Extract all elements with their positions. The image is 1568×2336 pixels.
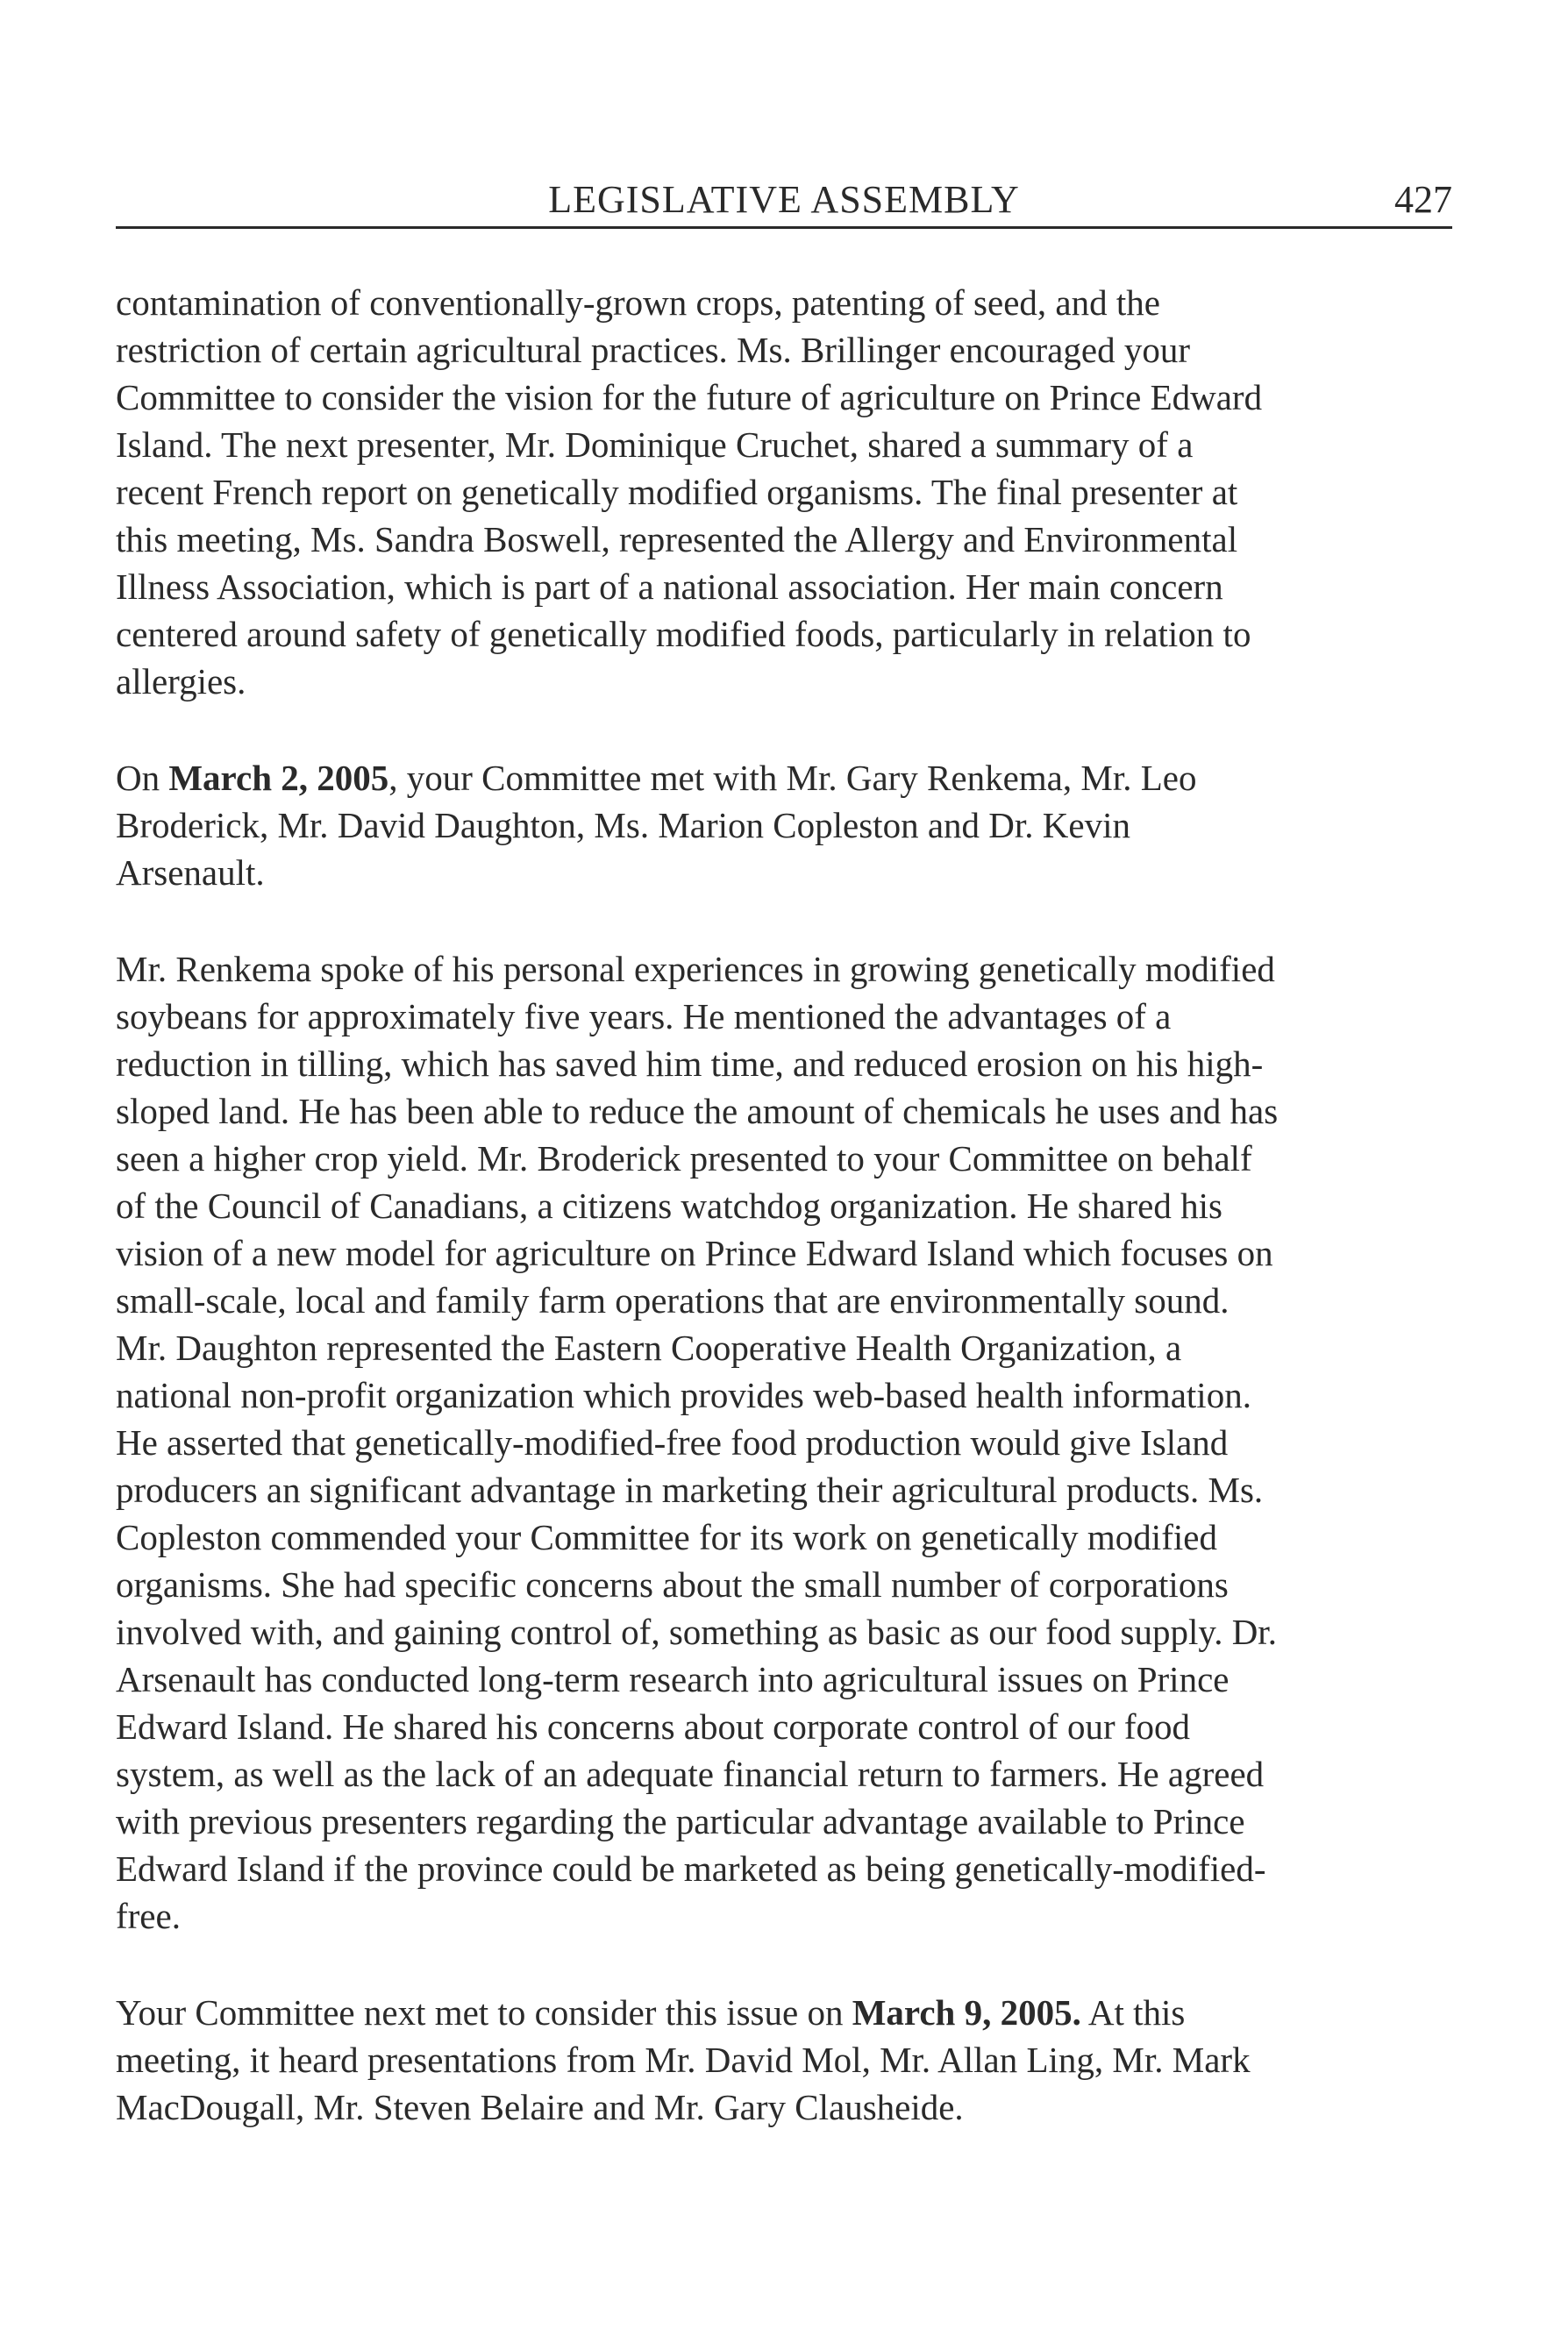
text-line: system, as well as the lack of an adequate financial return to farmers. He agreed <box>116 1754 1265 1794</box>
text-line: allergies. <box>116 661 246 702</box>
running-header <box>116 175 1452 228</box>
paragraph-2 <box>116 754 1449 896</box>
text-line: national non-profit organization which provides web-based health information. <box>116 1375 1251 1415</box>
text-line: soybeans for approximately five years. He mentioned the advantages of a <box>116 996 1172 1036</box>
text-line: Arsenault. <box>116 852 265 893</box>
paragraph-3 <box>116 945 1449 1940</box>
text-line: producers an significant advantage in marketing their agricultural products. Ms. <box>116 1470 1264 1510</box>
paragraph-1 <box>116 279 1449 705</box>
text-line: meeting, it heard presentations from Mr. David Mol, Mr. Allan Ling, Mr. Mark <box>116 2040 1251 2080</box>
text-line: centered around safety of genetically modified foods, particularly in relation to <box>116 614 1251 654</box>
text-line: Committee to consider the vision for the future of agriculture on Prince Edward <box>116 377 1263 417</box>
text-line: He asserted that genetically-modified-free food production would give Island <box>116 1422 1229 1463</box>
text-line: organisms. She had specific concerns about the small number of corporations <box>116 1564 1229 1605</box>
page-number: 427 <box>1394 178 1452 221</box>
text-line: MacDougall, Mr. Steven Belaire and Mr. Gary Clausheide. <box>116 2087 964 2127</box>
meeting-date: March 9, 2005. <box>852 1992 1081 2033</box>
text-line: Edward Island if the province could be marketed as being genetically-modified- <box>116 1848 1266 1889</box>
text-line: Mr. Daughton represented the Eastern Cooperative Health Organization, a <box>116 1328 1182 1368</box>
text-line: of the Council of Canadians, a citizens watchdog organization. He shared his <box>116 1186 1222 1226</box>
text-line: sloped land. He has been able to reduce the amount of chemicals he uses and has <box>116 1091 1279 1131</box>
text-line: On March 2, 2005, your Committee met with Mr. Gary Renkema, Mr. Leo <box>116 758 1197 798</box>
meeting-date: March 2, 2005 <box>168 758 389 798</box>
text-line: Edward Island. He shared his concerns about corporate control of our food <box>116 1706 1191 1747</box>
text-line: Broderick, Mr. David Daughton, Ms. Marion Copleston and Dr. Kevin <box>116 805 1130 845</box>
text-line: this meeting, Ms. Sandra Boswell, represented the Allergy and Environmental <box>116 519 1238 559</box>
text-line: Mr. Renkema spoke of his personal experiences in growing genetically modified <box>116 949 1275 989</box>
text-line: contamination of conventionally-grown crops, patenting of seed, and the <box>116 282 1160 323</box>
text-line: recent French report on genetically modified organisms. The final presenter at <box>116 472 1238 512</box>
text-line: small-scale, local and family farm operations that are environmentally sound. <box>116 1280 1229 1321</box>
text-line: Illness Association, which is part of a national association. Her main concern <box>116 566 1223 607</box>
text-line: seen a higher crop yield. Mr. Broderick presented to your Committee on behalf <box>116 1138 1252 1179</box>
header-title: LEGISLATIVE ASSEMBLY <box>548 178 1020 221</box>
text-line: involved with, and gaining control of, something as basic as our food supply. Dr. <box>116 1612 1277 1652</box>
text-line: restriction of certain agricultural practices. Ms. Brillinger encouraged your <box>116 330 1190 370</box>
header-rule <box>116 226 1452 229</box>
text-line: vision of a new model for agriculture on Prince Edward Island which focuses on <box>116 1233 1273 1273</box>
text-line: reduction in tilling, which has saved him time, and reduced erosion on his high- <box>116 1043 1264 1084</box>
document-body <box>116 279 1449 2180</box>
text-line: with previous presenters regarding the particular advantage available to Prince <box>116 1801 1245 1841</box>
text-line: Copleston commended your Committee for its work on genetically modified <box>116 1517 1217 1557</box>
text-line: free. <box>116 1896 181 1936</box>
paragraph-4 <box>116 1989 1449 2131</box>
text-line: Island. The next presenter, Mr. Dominique Cruchet, shared a summary of a <box>116 424 1194 465</box>
text-line: Your Committee next met to consider this issue on March 9, 2005. At this <box>116 1992 1186 2033</box>
text-line: Arsenault has conducted long-term research into agricultural issues on Prince <box>116 1659 1229 1699</box>
